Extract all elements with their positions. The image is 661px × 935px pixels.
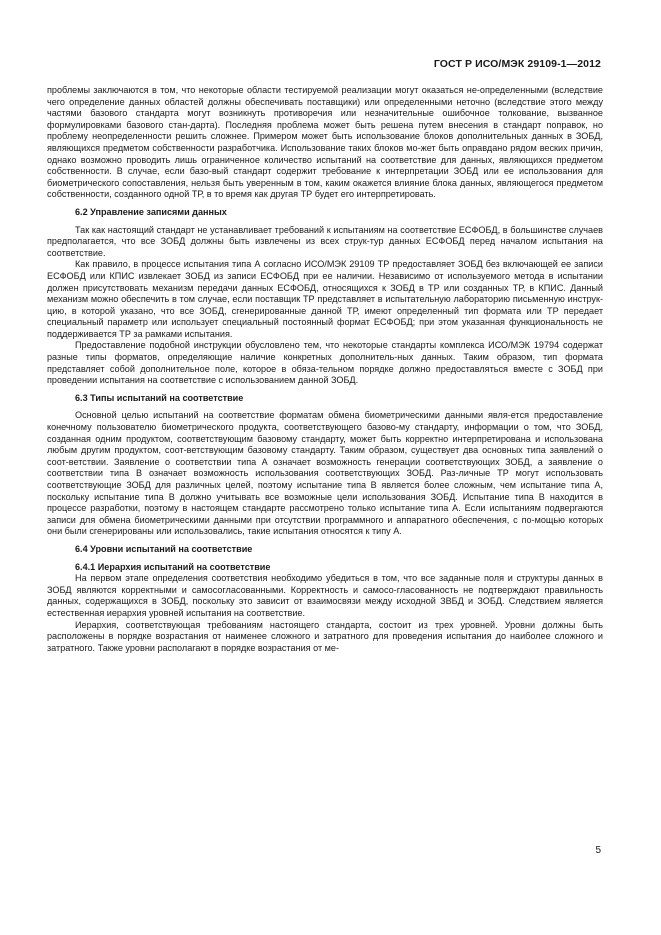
paragraph: Основной целью испытаний на соответствие форматам обмена биометрическими данными явля-ется предоставление конечному пользователю биометрического продукта, соответствующего базово-му стандарту, информации о том, что ЗОБД, созданная одним продуктом, соответствующим базовому стандарту, может быть корректно интерпретирована и использована любым другим продуктом, соот-ветствующим базовому стандарту. Таким образом, существует два основных типа заявлений о соот-ветствии. Заявление о соответствии типа А означает возможность генерации соответствующих ЗОБД, а заявление о соответствии типа В означает возможность использования соответствующих ЗОБД. Раз-личные ТР могут использовать соответствующие ЗОБД для различных целей, поэтому испытание типа В является более сложным, чем испытание типа А, поскольку испытание типа В должно учитывать все возможные цели использования ЗОБД. Испытание типа В находится в процессе разработки, поэтому в настоящем стандарте рассмотрено только испытание типа А. Если испытаниям подвергаются записи для обмена биометрическими данными при отсутствии программного и аппаратного обеспечения, с по-мощью которых они были сгенерированы или использовались, такие испытания относятся к типу А. [47,410,603,537]
section-heading-6-2: 6.2 Управление записями данных [75,206,227,217]
paragraph: Иерархия, соответствующая требованиям настоящего стандарта, состоит из трех уровней. Уровни должны быть расположены в порядке возрастания от наименее сложного и затратного для проведения испытания до наиболее сложного и затратного. Также уровни располагают в порядке возрастания от ме- [47,619,603,653]
intro-paragraph: проблемы заключаются в том, что некоторые области тестируемой реализации могут оказаться не-определенными (вследствие чего определение данных областей должны обеспечивать поставщики) или определенными неточно (вследствие этого между частями базового стандарта могут возникнуть противоречия или незначительные ошибочное толкование, вызванное формулировками базового стан-дарта). Последняя проблема может быть решена путем внесения в стандарт поправок, но проблему неопределенности решить сложнее. Примером может быть использование блоков дополнительных данных в ЗОБД, являющихся предметом собственности разработчика. Использование таких блоков мо-жет быть оправдано рядом веских причин, однако возможно проводить лишь ограниченное количество испытаний на соответствие для данных, являющихся предметом собственности. В случае, если базо-вый стандарт содержит требование к интерпретации ЗОБД или ее использования для биометрического сопоставления, нельзя быть уверенным в том, каким окажется влияние блока данных, являющегося предметом собственности, созданного одной ТР, в то время как другая ТР будет его интерпретировать. [47,85,603,200]
paragraph: Так как настоящий стандарт не устанавливает требований к испытаниям на соответствие ЕСФОБД, в большинстве случаев предполагается, что все ЗОБД должны быть извлечены из всех струк-тур данных ЕСФОБД перед началом испытания на соответствие. [47,224,603,258]
paragraph: На первом этапе определения соответствия необходимо убедиться в том, что все заданные поля и структуры данных в ЗОБД являются корректными и самосогласованными. Корректность и самосо-гласованность не подтверждают правильность данных, содержащихся в ЗОБД, поскольку это зависит от взаимосвязи между исходной ЗВБД и ЗОБД. Следствием является естественная иерархия уровней испытания на соответствие. [47,573,603,618]
document-header: ГОСТ Р ИСО/МЭК 29109-1—2012 [433,58,601,70]
section-heading-6-4: 6.4 Уровни испытаний на соответствие [75,543,253,554]
document-body [47,85,603,654]
paragraph: Предоставление подобной инструкции обусловлено тем, что некоторые стандарты комплекса ИСО/МЭК 19794 содержат разные типы форматов, определяющие наличие конкретных дополнитель-ных данных. Таким образом, тип формата представляет собой дополнительное поле, которое в обяза-тельном порядке должно предоставляться вместе с ЗОБД при проведении испытания на соответствие с использованием данной ЗОБД. [47,340,603,386]
subsection-heading-6-4-1: 6.4.1 Иерархия испытаний на соответствие [75,561,271,572]
page-number: 5 [595,845,601,856]
section-heading-6-3: 6.3 Типы испытаний на соответствие [75,392,244,403]
paragraph: Как правило, в процессе испытания типа А согласно ИСО/МЭК 29109 ТР предоставляет ЗОБД без включающей ее записи ЕСФОБД или КПИС извлекает ЗОБД из записи ЕСФОБД при ее наличии. Независимо от используемого метода в испытании должен присутствовать механизм передачи данных ЕСФОБД, относящихся к ЗОБД в ТР или созданных ТР, в КПИС. Данный механизм можно обеспечить в том случае, если поставщик ТР представляет в испытательную лабораторию письменную инструк-цию, в которой указано, что все ЗОБД, сгенерированные данной ТР, имеют определенный тип формата или ТР передает специальный параметр или использует специальный постоянный формат ЕСФОБД; при этом указанная функциональность не поддерживается ТР за рамками испытания. [47,259,603,339]
